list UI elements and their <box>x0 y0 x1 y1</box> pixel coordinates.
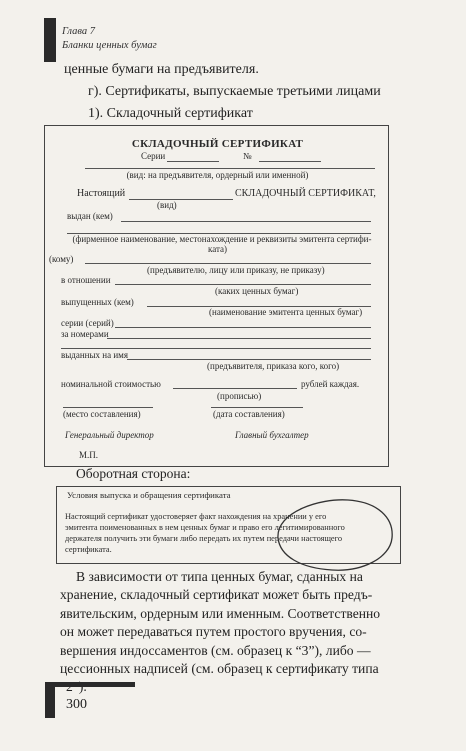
paragraph-line-4: он может передаваться путем простого вручения, со- <box>60 624 367 640</box>
regarding-field[interactable] <box>115 284 371 285</box>
present-value: СКЛАДОЧНЫЙ СЕРТИФИКАТ, <box>235 188 376 199</box>
page-number: 300 <box>66 697 87 712</box>
reverse-box-title: Условия выпуска и обращения сертификата <box>67 490 231 500</box>
issued-to-field[interactable] <box>127 359 371 360</box>
number-label: № <box>243 151 252 161</box>
paragraph-line-6: цессионных надписей (см. образец к сертификату типа <box>60 661 379 677</box>
to-whom-label: (кому) <box>49 254 74 264</box>
reverse-line-2: эмитента поименованных в нем ценных бумаг и право его легитимированного <box>65 523 345 532</box>
series2-label: серии (серий) <box>61 318 114 328</box>
place-field[interactable] <box>63 407 153 408</box>
hint-vid: (вид) <box>157 200 177 210</box>
date-label: (дата составления) <box>213 409 285 419</box>
nominal-label: номинальной стоимостью <box>61 379 161 389</box>
hint-words: (прописью) <box>217 391 262 401</box>
intro-line-2: г). Сертификаты, выпускаемые третьими лицами <box>88 84 381 99</box>
series-field[interactable] <box>167 161 219 162</box>
place-label: (место составления) <box>63 409 141 419</box>
footer-rule <box>45 682 135 687</box>
issued-to-label: выданных на имя <box>61 350 129 360</box>
issued-label: выпущенных (кем) <box>61 297 134 307</box>
series-label: Серии <box>141 151 166 161</box>
seal-label: М.П. <box>79 450 99 460</box>
hint-which: (каких ценных бумаг) <box>215 286 299 296</box>
header-bar <box>44 18 56 62</box>
director-label: Генеральный директор <box>65 430 154 440</box>
nominal-suffix: рублей каждая. <box>301 379 360 389</box>
reverse-heading: Оборотная сторона: <box>76 466 191 481</box>
issued-by-label: выдан (кем) <box>67 211 113 221</box>
kind-field[interactable] <box>85 168 375 169</box>
issued-by-field[interactable] <box>121 221 371 222</box>
present-label: Настоящий <box>77 188 126 199</box>
hint-bearer: (предъявителя, приказа кого, кого) <box>207 361 340 371</box>
hint-to-whom: (предъявителю, лицу или приказу, не приказу) <box>147 265 325 275</box>
footer-bar <box>45 682 55 718</box>
hint-issuer-2: ката) <box>207 244 228 254</box>
series2-field[interactable] <box>115 327 371 328</box>
nominal-field[interactable] <box>173 388 297 389</box>
numbers-label: за номерами <box>61 329 109 339</box>
reverse-line-1: Настоящий сертификат удостоверяет факт нахождения на хранении у его <box>65 512 327 521</box>
hint-issuer-1: (фирменное наименование, местонахождение и реквизиты эмитента сертифи- <box>72 234 372 244</box>
body-paragraph <box>60 568 400 697</box>
present-kind-field[interactable] <box>129 199 233 200</box>
hint-kind: (вид: на предъявителя, ордерный или именной) <box>126 170 309 180</box>
to-whom-field[interactable] <box>85 263 371 264</box>
reverse-line-4: сертификата. <box>65 545 112 554</box>
paragraph-line-2: хранение, складочный сертификат может быть предъ- <box>60 587 373 603</box>
hint-issuer-name: (наименование эмитента ценных бумаг) <box>209 307 363 317</box>
regarding-label: в отношении <box>61 275 111 285</box>
numbers-field-2[interactable] <box>61 348 371 349</box>
certificate-form <box>44 125 389 467</box>
paragraph-line-1: В зависимости от типа ценных бумаг, сданных на <box>76 569 363 584</box>
numbers-field[interactable] <box>107 338 371 339</box>
date-field[interactable] <box>211 407 303 408</box>
accountant-label: Главный бухгалтер <box>235 430 309 440</box>
chapter-label: Глава 7 <box>62 26 95 37</box>
intro-line-3: 1). Складочный сертификат <box>88 106 253 121</box>
paragraph-line-5: вершения индоссаментов (см. образец к “3”), либо — <box>60 642 371 658</box>
intro-line-1: ценные бумаги на предъявителя. <box>64 62 259 77</box>
paragraph-line-3: явительским, ордерным или именным. Соответственно <box>60 605 381 621</box>
certificate-title: СКЛАДОЧНЫЙ СЕРТИФИКАТ <box>131 138 304 150</box>
hand-drawn-ellipse <box>270 494 400 576</box>
number-field[interactable] <box>259 161 321 162</box>
section-label: Бланки ценных бумаг <box>62 40 157 51</box>
reverse-line-3: держателя получить эти бумаги либо передать их путем передачи настоящего <box>65 534 343 543</box>
